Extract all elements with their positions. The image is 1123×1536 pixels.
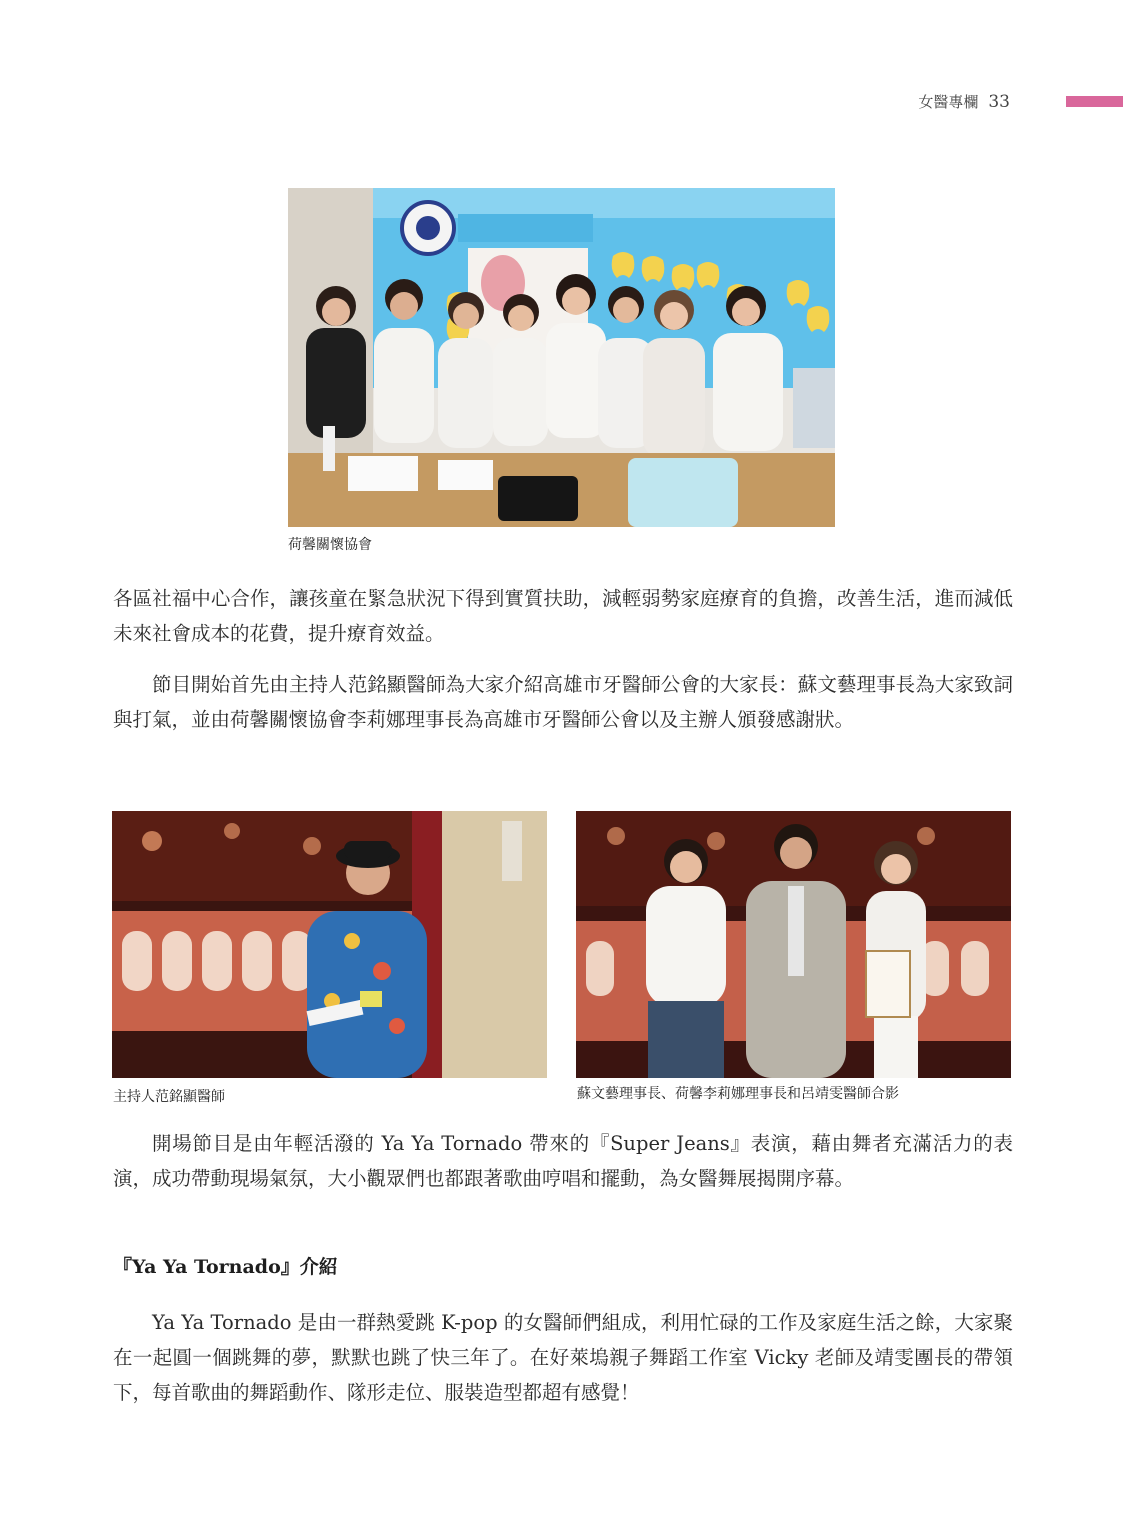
header-accent-bar	[1066, 96, 1123, 107]
body-paragraph-2: 節目開始首先由主持人范銘顯醫師為大家介紹高雄市牙醫師公會的大家長：蘇文藝理事長為大家致詞與打氣，並由荷馨關懷協會李莉娜理事長為高雄市牙醫師公會以及主辦人頒發感謝狀。	[113, 673, 1013, 731]
photo-award	[576, 811, 1011, 1078]
running-header	[880, 91, 1010, 112]
body-paragraph-3: 開場節目是由年輕活潑的 Ya Ya Tornado 帶來的『Super Jeans』表演，藉由舞者充滿活力的表演，成功帶動現場氣氛，大小觀眾們也都跟著歌曲哼唱和擺動，為女醫舞展揭開序幕。	[113, 1132, 1013, 1190]
photo-caption-top: 荷馨關懷協會	[288, 537, 372, 553]
photo-host	[112, 811, 547, 1078]
photo-caption-left: 主持人范銘顯醫師	[113, 1089, 225, 1105]
section-title: 女醫專欄	[918, 93, 979, 111]
award-photo-illustration	[576, 811, 1011, 1078]
photo-group-booth	[288, 188, 835, 527]
body-paragraph-4: Ya Ya Tornado 是由一群熱愛跳 K-pop 的女醫師們組成，利用忙碌的工作及家庭生活之餘，大家聚在一起圓一個跳舞的夢，默默也跳了快三年了。在好萊塢親子舞蹈工作室 Vicky 老師及靖雯團長的帶領下，每首歌曲的舞蹈動作、隊形走位、服裝造型都超有感覺！	[113, 1311, 1013, 1404]
host-photo-illustration	[112, 811, 547, 1078]
group-photo-illustration	[288, 188, 835, 527]
page-number: 33	[988, 92, 1010, 112]
photo-caption-right: 蘇文藝理事長、荷馨李莉娜理事長和呂靖雯醫師合影	[577, 1086, 899, 1102]
section-subheading: 『Ya Ya Tornado』介紹	[113, 1256, 338, 1278]
body-paragraph-1: 各區社福中心合作，讓孩童在緊急狀況下得到實質扶助，減輕弱勢家庭療育的負擔，改善生活，進而減低未來社會成本的花費，提升療育效益。	[113, 587, 1013, 645]
